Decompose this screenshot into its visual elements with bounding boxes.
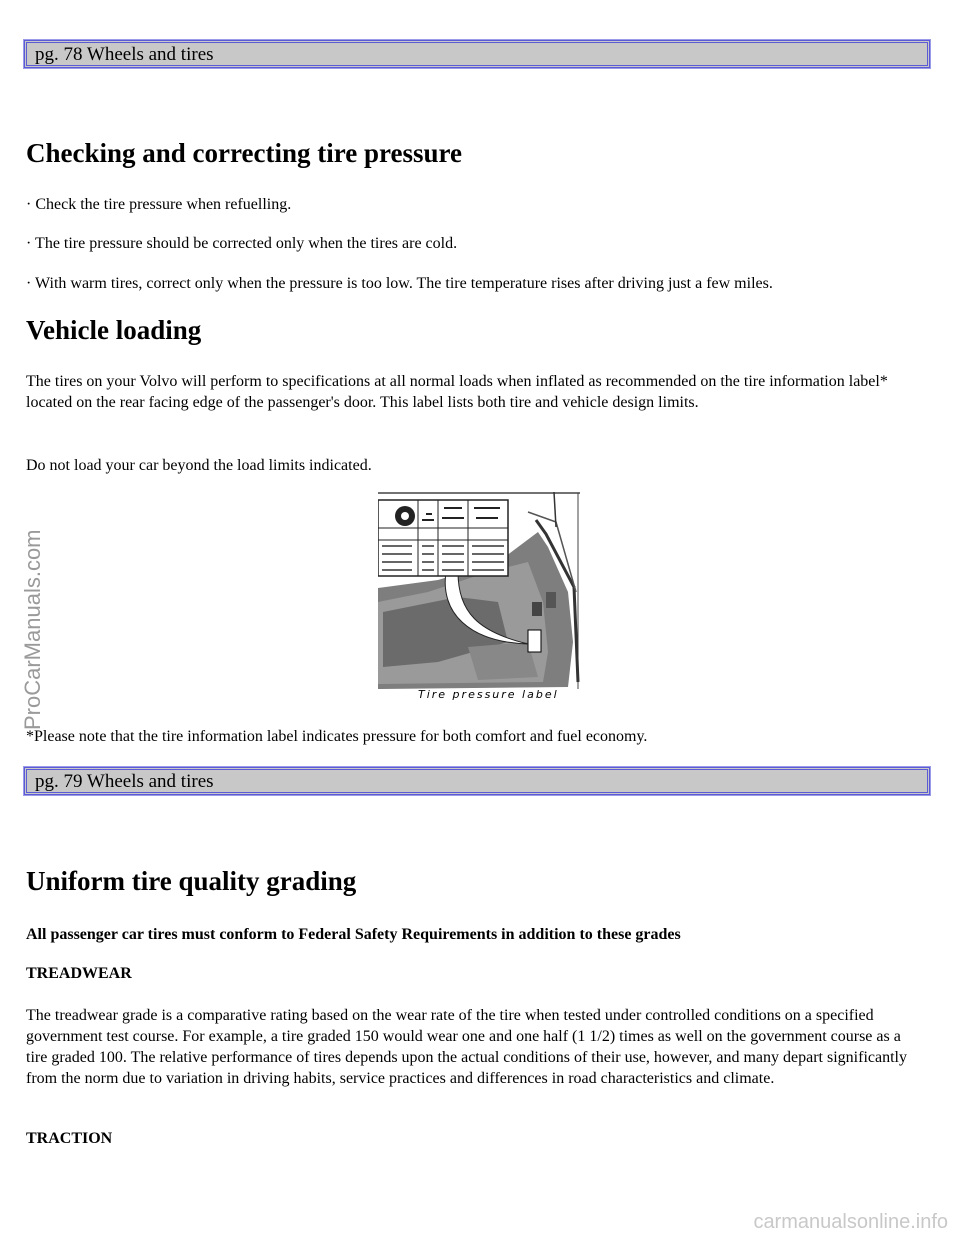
procarmanuals-watermark bbox=[18, 500, 48, 730]
page-79-header bbox=[24, 767, 930, 795]
treadwear-heading: TREADWEAR bbox=[26, 965, 132, 982]
page-78-header-label: pg. 78 Wheels and tires bbox=[35, 44, 214, 65]
treadwear-paragraph: The treadwear grade is a comparative rating based on the wear rate of the tire when tested under controlled conditions on a specified government test course. For example, a tire graded 150 would wear one and one half (1 1/2) times as well on the government course as a tire graded 100. The relative performance of tires depends upon the actual conditions of their use, however, and many depart significantly from the norm due to variation in driving habits, service practices and differences in road characteristics and climate. bbox=[26, 1007, 907, 1087]
page-79-header-label: pg. 79 Wheels and tires bbox=[35, 771, 214, 792]
loading-paragraph: The tires on your Volvo will perform to specifications at all normal loads when inflated as recommended on the tire information label* located on the rear facing edge of the passenger's door. This label lists both tire and vehicle design limits. bbox=[26, 373, 888, 411]
load-limits-paragraph: Do not load your car beyond the load limits indicated. bbox=[26, 457, 372, 474]
figure-caption: Tire pressure label bbox=[418, 688, 559, 701]
federal-requirements-intro: All passenger car tires must conform to Federal Safety Requirements in addition to these grades bbox=[26, 926, 681, 943]
vehicle-loading-title: Vehicle loading bbox=[26, 315, 202, 345]
bullet-warm-tires: · With warm tires, correct only when the pressure is too low. The tire temperature rises after driving just a few miles. bbox=[26, 275, 773, 292]
carmanualsonline-watermark: carmanualsonline.info bbox=[753, 1211, 948, 1233]
quality-grading-title: Uniform tire quality grading bbox=[26, 866, 357, 896]
door-illustration bbox=[378, 492, 580, 707]
bullet-cold-tires: · The tire pressure should be corrected only when the tires are cold. bbox=[26, 235, 458, 252]
procarmanuals-watermark-text: ProCarManuals.com bbox=[20, 529, 45, 730]
tire-pressure-title: Checking and correcting tire pressure bbox=[26, 138, 462, 168]
traction-heading: TRACTION bbox=[26, 1130, 113, 1147]
tire-pressure-label-figure bbox=[378, 492, 580, 707]
page-78-header bbox=[24, 40, 930, 68]
comfort-economy-note: *Please note that the tire information label indicates pressure for both comfort and fuel economy. bbox=[26, 728, 648, 745]
bullet-refuelling: · Check the tire pressure when refuelling. bbox=[26, 196, 292, 213]
